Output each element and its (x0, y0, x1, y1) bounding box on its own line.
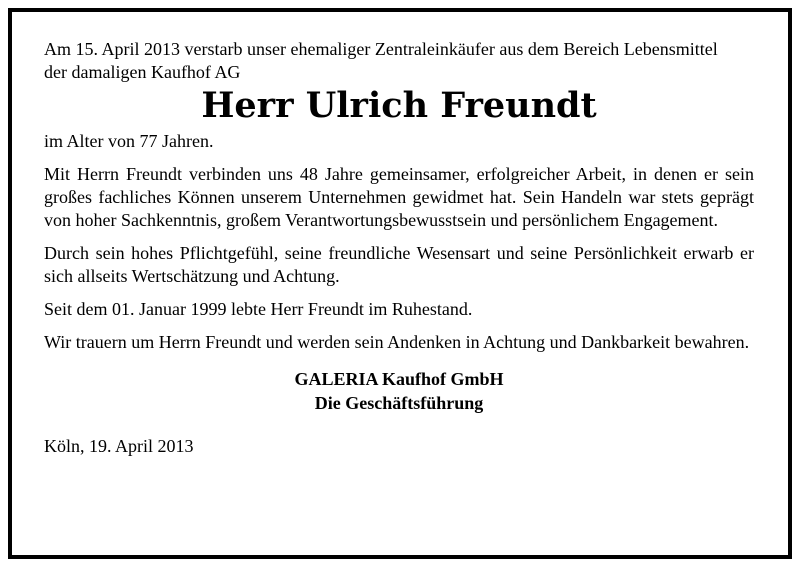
intro-line-2: der damaligen Kaufhof AG (44, 62, 241, 82)
mourning-paragraph: Wir trauern um Herrn Freundt und werden sein Andenken in Achtung und Dankbarkeit bewahren. (44, 332, 750, 352)
tribute-paragraph-work: Mit Herrn Freundt verbinden uns 48 Jahre gemeinsamer, erfolgreicher Arbeit, in denen er sein großes fachliches Können unserem Unternehmen gewidmet hat. Sein Handeln war stets geprägt von hoher Sachkenntnis, großem Verantwortungsbewusstsein und persönlichem Engagement. (44, 164, 754, 230)
tribute-paragraph-character: Durch sein hohes Pflichtgefühl, seine freundliche Wesensart und seine Persönlichkeit erwarb er sich allseits Wertschätzung und Achtung. (44, 243, 754, 286)
retirement-text: Seit dem 01. Januar 1999 lebte Herr Freundt im Ruhestand. (44, 299, 473, 319)
company-name: GALERIA Kaufhof GmbH (294, 369, 504, 389)
intro-line-1: Am 15. April 2013 verstarb unser ehemaliger Zentraleinkäufer aus dem Bereich Lebensmittel (44, 39, 718, 59)
intro-text (44, 38, 754, 84)
deceased-name: Herr Ulrich Freundt (201, 85, 597, 126)
signature-block (44, 367, 754, 415)
obituary-notice (44, 38, 754, 458)
place-date: Köln, 19. April 2013 (44, 436, 194, 456)
management-signature: Die Geschäftsführung (314, 393, 484, 413)
age-text: im Alter von 77 Jahren. (44, 131, 214, 151)
